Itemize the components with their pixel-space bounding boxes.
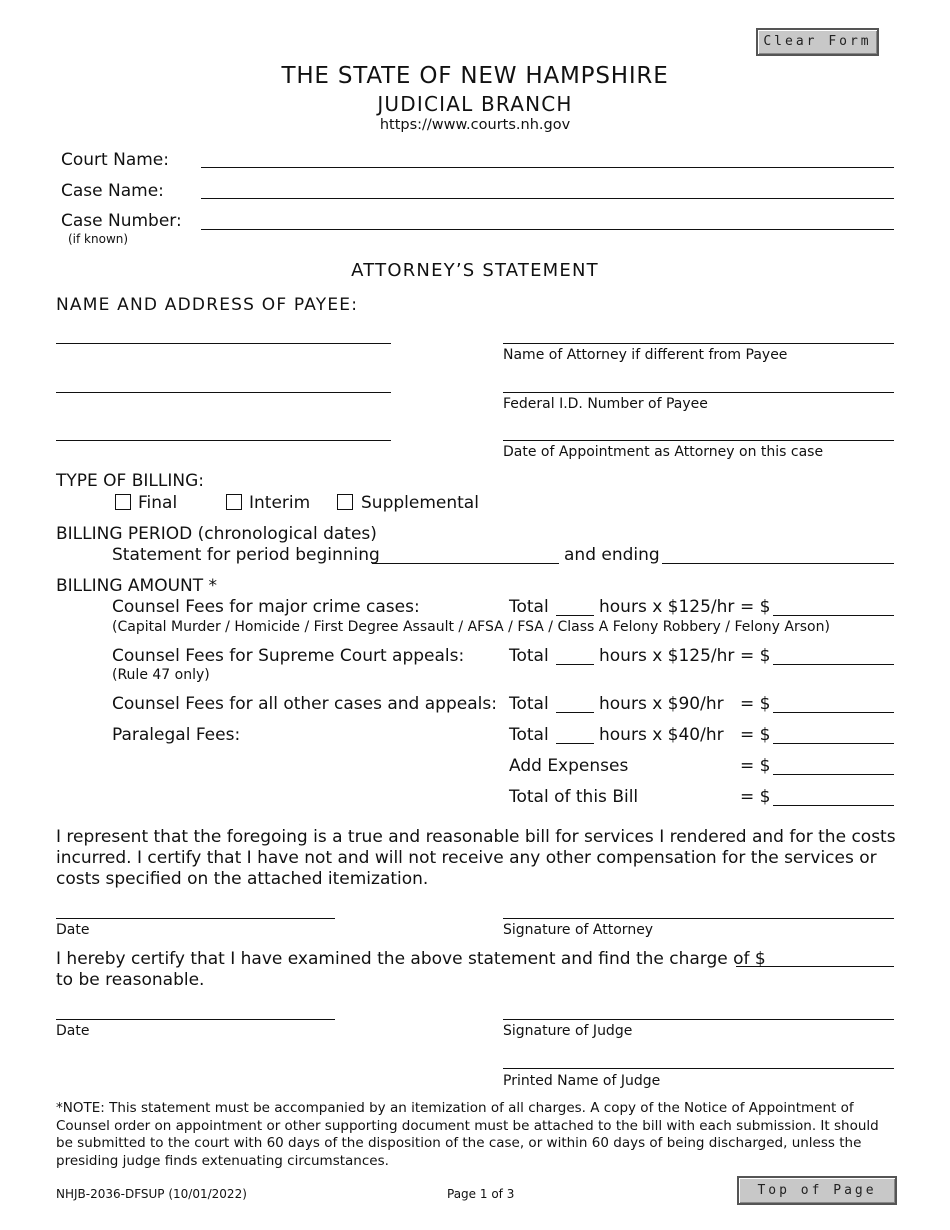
form-id: NHJB-2036-DFSUP (10/01/2022) <box>56 1187 247 1201</box>
supreme-court-rate: hours x $125/hr <box>599 646 735 666</box>
paralegal-amount-field[interactable] <box>773 743 894 744</box>
major-crime-rate: hours x $125/hr <box>599 597 735 617</box>
interim-checkbox[interactable] <box>226 494 242 510</box>
state-title: THE STATE OF NEW HAMPSHIRE <box>281 63 669 89</box>
case-number-note: (if known) <box>68 232 129 246</box>
expenses-eq: = $ <box>740 756 771 776</box>
supreme-court-total-label: Total <box>509 646 549 666</box>
major-crime-amount-field[interactable] <box>773 615 894 616</box>
bill-total-label: Total of this Bill <box>509 787 639 807</box>
bill-total-amount-field[interactable] <box>773 805 894 806</box>
major-crime-label: Counsel Fees for major crime cases: <box>112 597 420 617</box>
case-number-label: Case Number: <box>61 211 182 231</box>
bill-total-eq: = $ <box>740 787 771 807</box>
case-number-field[interactable] <box>201 229 894 230</box>
payee-label: NAME AND ADDRESS OF PAYEE: <box>56 295 359 315</box>
paralegal-hours-field[interactable] <box>556 743 594 744</box>
judge-charge-field[interactable] <box>736 966 894 967</box>
major-crime-total-label: Total <box>509 597 549 617</box>
attorney-date-field[interactable] <box>56 918 335 919</box>
attorney-date-label: Date <box>56 922 90 938</box>
major-crime-hours-field[interactable] <box>556 615 594 616</box>
top-of-page-button[interactable]: Top of Page <box>737 1176 897 1205</box>
federal-id-field[interactable] <box>503 392 894 393</box>
billing-type-label: TYPE OF BILLING: <box>56 471 204 491</box>
attorney-signature-field[interactable] <box>503 918 894 919</box>
major-crime-eq: = $ <box>740 597 771 617</box>
other-cases-label: Counsel Fees for all other cases and appeals: <box>112 694 497 714</box>
case-name-label: Case Name: <box>61 181 164 201</box>
billing-period-label: BILLING PERIOD (chronological dates) <box>56 524 377 544</box>
supplemental-checkbox[interactable] <box>337 494 353 510</box>
judge-signature-field[interactable] <box>503 1019 894 1020</box>
appointment-date-caption: Date of Appointment as Attorney on this case <box>503 444 824 460</box>
judge-signature-label: Signature of Judge <box>503 1023 633 1039</box>
court-url[interactable]: https://www.courts.nh.gov <box>379 117 571 133</box>
payee-line-1[interactable] <box>56 343 391 344</box>
judge-printed-name-field[interactable] <box>503 1068 894 1069</box>
expenses-amount-field[interactable] <box>773 774 894 775</box>
paralegal-rate: hours x $40/hr <box>599 725 724 745</box>
case-name-field[interactable] <box>201 198 894 199</box>
form-title: ATTORNEY’S STATEMENT <box>351 260 599 281</box>
other-cases-total-label: Total <box>509 694 549 714</box>
judge-statement-line-2: to be reasonable. <box>56 970 205 990</box>
other-cases-amount-field[interactable] <box>773 712 894 713</box>
federal-id-caption: Federal I.D. Number of Payee <box>503 396 708 412</box>
paralegal-label: Paralegal Fees: <box>112 725 241 745</box>
branch-title: JUDICIAL BRANCH <box>377 92 573 116</box>
paralegal-total-label: Total <box>509 725 549 745</box>
attorney-certification: I represent that the foregoing is a true and reasonable bill for services I rendered and for the costs incurred. I certify that I have not and will not receive any other compensation for the services or costs specified on the attached itemization. <box>56 827 896 889</box>
judge-printed-name-label: Printed Name of Judge <box>503 1073 661 1089</box>
supreme-court-eq: = $ <box>740 646 771 666</box>
supreme-court-label: Counsel Fees for Supreme Court appeals: <box>112 646 465 666</box>
supreme-court-subtext: (Rule 47 only) <box>112 667 210 683</box>
period-beginning-field[interactable] <box>372 563 559 564</box>
expenses-label: Add Expenses <box>509 756 629 776</box>
supplemental-option-label: Supplemental <box>361 493 479 513</box>
final-checkbox[interactable] <box>115 494 131 510</box>
period-beginning-text: Statement for period beginning <box>112 545 380 565</box>
attorney-name-caption: Name of Attorney if different from Payee <box>503 347 788 363</box>
paralegal-eq: = $ <box>740 725 771 745</box>
supreme-court-hours-field[interactable] <box>556 664 594 665</box>
judge-date-field[interactable] <box>56 1019 335 1020</box>
billing-amount-label: BILLING AMOUNT * <box>56 576 218 596</box>
court-name-label: Court Name: <box>61 150 169 170</box>
other-cases-hours-field[interactable] <box>556 712 594 713</box>
period-ending-field[interactable] <box>662 563 894 564</box>
appointment-date-field[interactable] <box>503 440 894 441</box>
interim-option-label: Interim <box>249 493 311 513</box>
other-cases-eq: = $ <box>740 694 771 714</box>
judge-statement-line-1: I hereby certify that I have examined the above statement and find the charge of $ <box>56 949 766 969</box>
attorney-signature-label: Signature of Attorney <box>503 922 654 938</box>
payee-line-3[interactable] <box>56 440 391 441</box>
page-number: Page 1 of 3 <box>447 1187 515 1201</box>
court-name-field[interactable] <box>201 167 894 168</box>
attorney-name-field[interactable] <box>503 343 894 344</box>
major-crime-subtext: (Capital Murder / Homicide / First Degree Assault / AFSA / FSA / Class A Felony Robbery / Felony Arson) <box>112 619 830 635</box>
itemization-note: *NOTE: This statement must be accompanied by an itemization of all charges. A copy of the Notice of Appointment of Counsel order on appointment or other supporting document must be attached to the bill with each submission. It should be submitted to the court with 60 days of the disposition of the case, or within 60 days of being discharged, unless the presiding judge finds extenuating circumstances. <box>56 1100 879 1169</box>
payee-line-2[interactable] <box>56 392 391 393</box>
other-cases-rate: hours x $90/hr <box>599 694 724 714</box>
period-ending-text: and ending <box>564 545 660 565</box>
supreme-court-amount-field[interactable] <box>773 664 894 665</box>
clear-form-button[interactable]: Clear Form <box>756 28 879 56</box>
final-option-label: Final <box>138 493 178 513</box>
judge-date-label: Date <box>56 1023 90 1039</box>
